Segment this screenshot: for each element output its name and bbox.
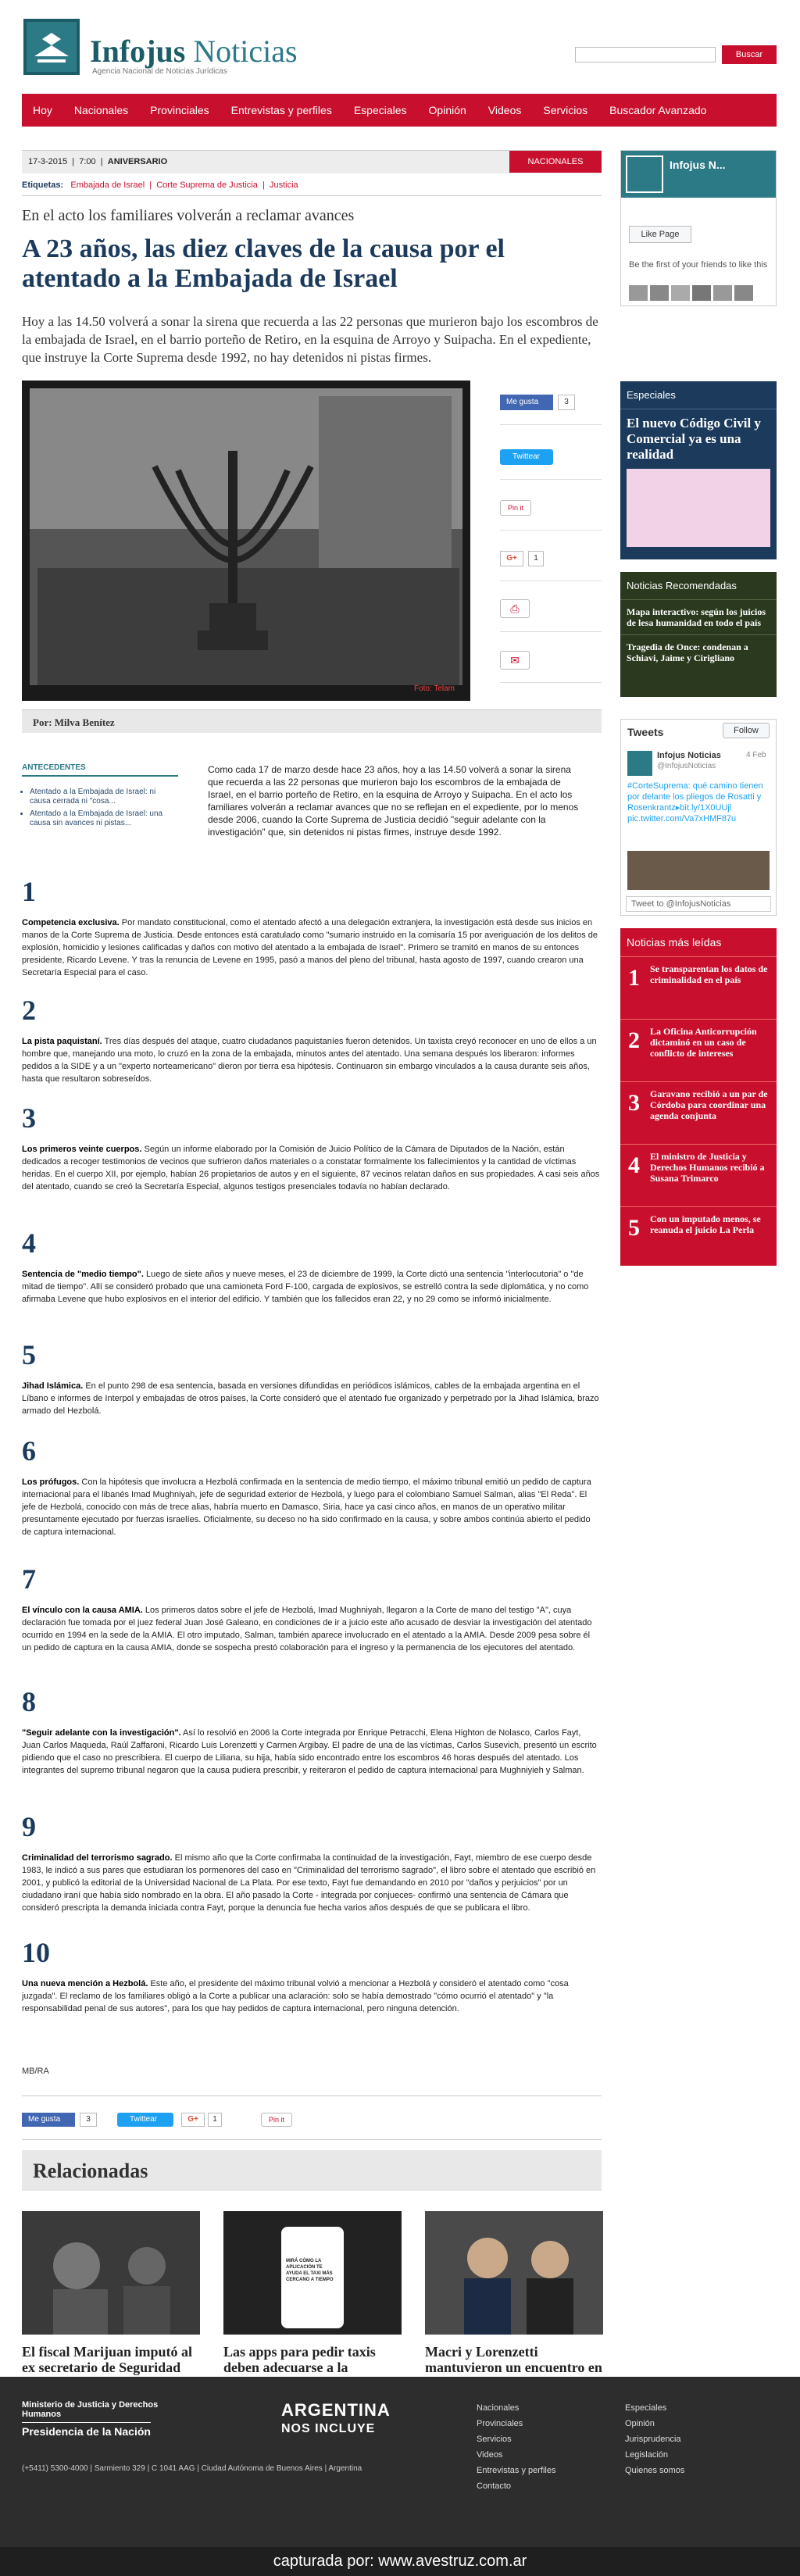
section-paragraph	[22, 1143, 602, 1193]
related-image-1[interactable]	[22, 2211, 200, 2335]
app-banner-text: MIRÁ CÓMO LA APLICACIÓN TE AYUDA EL TAXI MÁS CERCANO A TIEMPO	[286, 2259, 334, 2282]
gplus-button-bottom[interactable]: G+	[181, 2113, 205, 2127]
especiales-widget[interactable]	[620, 381, 777, 559]
nav-buscador[interactable]: Buscador Avanzado	[609, 104, 707, 116]
footer-link[interactable]: Especiales	[625, 2403, 667, 2413]
section-text: En el punto 298 de esa sentencia, basada en versiones difundidas en periódicos islámicos, cables de la embajada argentina en el Líbano e informes de Interpol y embajadas de otros países, la Corte consideró que el atentado fue organizado y perpetrado por la Jihad Islámica, brazo armado del Hezbolá.	[22, 1381, 599, 1416]
antecedentes-list	[30, 788, 178, 828]
section-lead: Competencia exclusiva.	[22, 918, 120, 927]
recom-head: Noticias Recomendadas	[620, 572, 777, 600]
mas-leidas-item[interactable]	[620, 1145, 777, 1207]
section-text: El mismo año que la Corte confirmaba la continuidad de la investigación, Fayt, miembro de ese cuerpo desde 1983, le indicó a sus pares que estudiaran los pormenores del caso en "Criminalidad del terrorismo sagrado", el libro sobre el atentado que escribió en 2001, y publicó la editorial de la Universidad Nacional de La Plata. Por ese texto, Fayt fue demandando en 2010 por "daños y perjuicios" por un ciudadano iraní que había sido nombrado en la obra. El año pasado la Corte - integrada por conjueces- confirmó una sentencia de Cámara que consideró prescripta la demanda iniciada contra Fayt, porque la denuncia fue hecha varios años después de que se publicara el libro.	[22, 1853, 596, 1913]
recom-item[interactable]: Mapa interactivo: según los juicios de lesa humanidad en todo el país	[627, 606, 766, 628]
nav-servicios[interactable]: Servicios	[543, 104, 588, 116]
meta-date: 17-3-2015	[28, 157, 68, 166]
tag-corte[interactable]: Corte Suprema de Justicia	[156, 180, 258, 190]
search-input[interactable]	[575, 47, 716, 63]
tweet-image	[627, 851, 770, 890]
gplus-count: 1	[208, 2113, 222, 2127]
footer-link[interactable]: Entrevistas y perfiles	[477, 2466, 556, 2475]
section-number: 5	[22, 1339, 36, 1370]
tags-label: Etiquetas:	[22, 180, 64, 190]
tweets-head: Tweets	[627, 726, 664, 738]
footer-presidency: Presidencia de la Nación	[22, 2422, 151, 2438]
capture-credit: capturada por: www.avestruz.com.ar	[0, 2547, 800, 2576]
section-paragraph	[22, 1268, 602, 1306]
recomendadas-widget	[620, 572, 777, 697]
mas-leidas-head: Noticias más leídas	[620, 928, 777, 957]
mas-leidas-num: 3	[628, 1090, 640, 1116]
mas-leidas-num: 2	[628, 1027, 640, 1053]
article-intro: Como cada 17 de marzo desde hace 23 años, hoy a las 14.50 volverá a sonar la sirena que recuerda a las 22 personas que murieron bajo los escombros de la embajada de Israel, en el barrio porteño de Retiro, en la esquina de Arroyo y Suipacha. En el acto los familiares volverán a reclamar avances que no se reflejan en el expediente, por lo menos desde 2006, cuando la Corte Suprema de Justicia decidió "seguir adelante con la investigación" que, sin detenidos ni pistas firmes, instruye desde 1992.	[208, 764, 579, 838]
related-title: Relacionadas	[33, 2160, 148, 2182]
section-paragraph	[22, 1476, 602, 1538]
section-paragraph	[22, 1604, 602, 1654]
especiales-image	[627, 469, 770, 547]
nav-provinciales[interactable]: Provinciales	[150, 104, 209, 116]
nav-videos[interactable]: Videos	[488, 104, 522, 116]
section-text: Con la hipótesis que involucra a Hezbolá confirmada en la sentencia de medio tiempo, el máximo tribunal emitió un pedido de captura internacional para el libanés Imad Mughniyah, jefe de seguridad exterior de Hezbolá, y luego para el colombiano Samuel Salman, alias "El Reda". El jefe de Hezbolá, conocido con más de trece alias, habría muerto en Damasco, Siria, hace ya casi cinco años, en manos de un operativo militar presuntamente ejecutado por fuerzas israelíes. Oficialmente, su deceso no ha sido confirmado en la causa, y sobre ambos continúa abierto el pedido de captura internacional.	[22, 1477, 591, 1537]
mas-leidas-widget	[620, 928, 777, 1266]
fb-like-count: 3	[80, 2113, 97, 2127]
logo-subtitle: Agencia Nacional de Noticias Jurídicas	[92, 67, 227, 76]
meta-section: ANIVERSARIO	[107, 157, 168, 166]
fb-page-title[interactable]: Infojus N...	[670, 159, 726, 171]
fb-friends-text: Be the first of your friends to like this	[629, 260, 768, 270]
fb-page-widget	[620, 150, 777, 306]
footer-argentina: ARGENTINA	[281, 2400, 391, 2420]
section-lead: Una nueva mención a Hezbolá.	[22, 1979, 148, 1988]
tweet-avatar	[627, 751, 652, 776]
article-lead: Hoy a las 14.50 volverá a sonar la sirena que recuerda a las 22 personas que murieron bajo los escombros de la embajada de Israel, en el barrio porteño de Retiro, en la esquina de Arroyo y Suipacha. En el expediente, que instruye la Corte Suprema desde 1992, no hay detenidos ni pistas firmes.	[22, 314, 598, 365]
tweet-text: #CorteSuprema: qué camino tienen por delante los pliegos de Rosatti y Rosenkrantz▸bit.ly/1X0UUjl pic.twitter.com/Va7xHMF87u	[627, 781, 763, 824]
footer-col-2	[625, 2400, 684, 2478]
nav-hoy[interactable]: Hoy	[33, 104, 52, 116]
tweet-handle: @InfojusNoticias	[657, 762, 716, 770]
nav-nacionales[interactable]: Nacionales	[73, 104, 129, 116]
footer-link[interactable]: Jurisprudencia	[625, 2435, 681, 2444]
footer-link[interactable]: Nacionales	[477, 2403, 520, 2413]
section-lead: El vínculo con la causa AMIA.	[22, 1606, 143, 1615]
tag-embajada[interactable]: Embajada de Israel	[70, 180, 145, 190]
section-text: Según un informe elaborado por la Comisión de Juicio Político de la Cámara de Diputados de la Nación, están dedicados a recoger testimonios de vecinos que sufrieron daños materiales o a constatar formalmente los fallecimientos y la cantidad de víctimas heridas. En el cuerpo XII, por ejemplo, habían 26 propietarios de autos y en el siguiente, 87 vecinos relatan daños en sus propiedades. A casi seis años del atentado, cuando se creó la Secretaría Especial, algunos testigos presenciales todavía no habían declarado.	[22, 1145, 600, 1192]
footer-link[interactable]: Videos	[477, 2450, 503, 2460]
related-item-title[interactable]: El fiscal Marijuan imputó al ex secretario de Seguridad	[22, 2344, 193, 2375]
search-button[interactable]: Buscar	[722, 45, 777, 64]
mas-leidas-item[interactable]	[620, 1082, 777, 1145]
section-number: 1	[22, 876, 36, 907]
author-bar	[22, 709, 602, 733]
meta-time: 7:00	[79, 157, 96, 166]
tweet-date: 4 Feb	[746, 751, 766, 759]
twitter-button-bottom[interactable]: Twittear	[117, 2113, 173, 2127]
recom-item[interactable]: Tragedia de Once: condenan a Schiavi, Jaime y Cirigliano	[620, 634, 777, 670]
related-header	[22, 2150, 602, 2191]
fb-like-label: Me gusta	[506, 398, 539, 406]
footer-nos-incluye: NOS INCLUYE	[281, 2422, 376, 2435]
footer-col-1	[477, 2400, 555, 2494]
related-item-title[interactable]: Macri y Lorenzetti mantuvieron un encuentro en	[425, 2344, 602, 2375]
tweet-to[interactable]: Tweet to @InfojusNoticias	[626, 896, 771, 912]
section-text: Por mandato constitucional, como el atentado afectó a una delegación extranjera, la investigación está desde sus inicios en manos de la Corte Suprema de Justicia. Desde entonces está caratulado como "sumario instruido en la comisaría 15 por averiguación de los delitos de explosión, homicidio y lesiones calificadas y daños con motivo del atentado a la embajada de Israel". Primero se tramitó en manos de su entonces presidente, Ricardo Levene. Y tras la renuncia de Levene en 1995, pasó a manos del pleno del tribunal, hasta agosto de 1997, cuando crearon una Secretaría Especial para el caso.	[22, 918, 598, 977]
section-paragraph	[22, 1727, 602, 1777]
fb-like-count: 3	[558, 395, 575, 410]
section-number: 6	[22, 1435, 36, 1467]
mas-leidas-text: Garavano recibió a un par de Córdoba para coordinar una agenda conjunta	[650, 1088, 768, 1121]
gplus-button[interactable]: G+	[500, 551, 523, 566]
pinterest-button[interactable]: Pin it	[500, 500, 531, 516]
article-kicker: En el acto los familiares volverán a reclamar avances	[22, 207, 355, 224]
meta-row: 17-3-2015 | 7:00 | ANIVERSARIO	[28, 157, 168, 166]
section-number: 4	[22, 1227, 36, 1259]
footer-link[interactable]: Opinión	[625, 2419, 655, 2428]
tag-justicia[interactable]: Justicia	[269, 180, 298, 190]
especiales-head: Especiales	[620, 381, 777, 409]
mas-leidas-text: Se transparentan los datos de criminalidad en el país	[650, 963, 768, 985]
antecedente-link[interactable]: • Atentado a la Embajada de Israel: ni causa cerrada ni "cosa...	[30, 788, 178, 806]
section-number: 9	[22, 1811, 36, 1842]
section-lead: Criminalidad del terrorismo sagrado.	[22, 1853, 173, 1863]
tags-row: Etiquetas: Embajada de Israel | Corte Suprema de Justicia | Justicia	[22, 180, 298, 190]
print-icon[interactable]: ⎙	[500, 599, 530, 618]
section-text: Este año, el presidente del máximo tribunal volvió a mencionar a Hezbolá y consideró el atentado como "cosa juzgada". El reclamo de los familiares obligó a la Corte a publicar una aclaración: solo se había demostrado "cómo ocurrió el atentado" y "la responsabilidad penal de sus autores", para los que hay pedidos de captura internacional, pero ninguna detención.	[22, 1979, 569, 2013]
tweets-widget	[620, 719, 777, 916]
section-number: 8	[22, 1686, 36, 1717]
footer-link[interactable]: Servicios	[477, 2435, 512, 2444]
logo-main: Infojus	[90, 34, 186, 69]
section-text: Tres días después del ataque, cuatro ciudadanos paquistaníes fueron detenidos. Un taxista creyó reconocer en uno de ellos a un hombre que, manejando una moto, lo cruzó en la zona de la embajada, minutos antes del atentado. Una semana después los liberaron: informes pedidos a la SIDE y a un "experto norteamericano" dieron por tierra esa hipótesis. Continuaron sin embargo vinculados a la causa durante seis años, hasta que resultaron sobreseídos.	[22, 1037, 597, 1084]
footer-link[interactable]: Quienes somos	[625, 2466, 685, 2475]
antecedentes-title: ANTECEDENTES	[22, 763, 86, 772]
logo-icon	[23, 19, 80, 75]
related-item-title[interactable]: Las apps para pedir taxis deben adecuarse a la	[223, 2344, 376, 2375]
nav-opinion[interactable]: Opinión	[428, 104, 466, 116]
section-text: Así lo resolvió en 2006 la Corte integrada por Enrique Petracchi, Elena Highton de Nolasco, Carlos Fayt, Juan Carlos Maqueda, Raúl Zaffaroni, Ricardo Luis Lorenzetti y Carmen Argibay. El padre de una de las víctimas, Carlos Susevich, presentó un escrito pidiendo que el caso no prescribiera. El cuerpo de Liliana, su hija, había sido encontrado entre los escombros 46 horas después del atentado. Los integrantes del supremo tribunal negaron que la causa pudiera prescribir, y reiteraron el pedido de captura internacional para Mughniyieh y Salman.	[22, 1728, 597, 1775]
follow-button[interactable]: Follow	[723, 723, 770, 738]
footer-address: (+5411) 5300-4000 | Sarmiento 329 | C 1041 AAG | Ciudad Autónoma de Buenos Aires | Argentina	[22, 2464, 362, 2473]
article-signature: MB/RA	[22, 2067, 49, 2076]
fb-like-button-bottom[interactable]	[22, 2113, 75, 2127]
nav-especiales[interactable]: Especiales	[353, 104, 407, 116]
section-paragraph	[22, 1035, 602, 1085]
email-icon[interactable]: ✉	[500, 651, 530, 670]
related-image-2[interactable]	[223, 2211, 402, 2335]
site-footer	[0, 2377, 800, 2576]
section-paragraph	[22, 1852, 602, 1914]
mas-leidas-text: Con un imputado menos, se reanuda el juicio La Perla	[650, 1213, 761, 1235]
section-paragraph	[22, 916, 602, 979]
section-lead: Sentencia de "medio tiempo".	[22, 1270, 144, 1279]
fb-friend-avatars	[629, 285, 753, 303]
section-lead: Los primeros veinte cuerpos.	[22, 1145, 142, 1154]
main-nav	[22, 94, 777, 127]
mas-leidas-text: La Oficina Anticorrupción dictaminó en un caso de conflicto de intereses	[650, 1026, 757, 1059]
mas-leidas-num: 1	[628, 965, 640, 991]
fb-like-button[interactable]	[500, 395, 553, 410]
photo-credit: Foto: Telam	[413, 684, 455, 693]
section-lead: Jihad Islámica.	[22, 1381, 84, 1391]
footer-link[interactable]: Contacto	[477, 2481, 512, 2491]
section-lead: La pista paquistaní.	[22, 1037, 102, 1046]
author-name: Por: Milva Benítez	[33, 716, 115, 728]
fb-like-page-label: Like Page	[641, 230, 680, 239]
mas-leidas-item[interactable]	[620, 1020, 777, 1082]
section-number: 3	[22, 1102, 36, 1134]
section-paragraph	[22, 1380, 602, 1417]
fb-page-logo	[626, 155, 663, 193]
fb-like-label: Me gusta	[28, 2115, 61, 2124]
article-title: A 23 años, las diez claves de la causa por el atentado a la Embajada de Israel	[22, 234, 505, 293]
mas-leidas-text: El ministro de Justicia y Derechos Humanos recibió a Susana Trimarco	[650, 1151, 765, 1184]
mas-leidas-item[interactable]	[620, 957, 777, 1020]
mas-leidas-item[interactable]	[620, 1207, 777, 1262]
section-badge[interactable]: NACIONALES	[509, 151, 602, 173]
tweet-user: Infojus Noticias	[657, 751, 721, 760]
especiales-title: El nuevo Código Civil y Comercial ya es una realidad	[627, 416, 761, 462]
section-text: Los primeros datos sobre el jefe de Hezbolá, Imad Mughniyah, llegaron a la Corte de mano del testigo "A", cuya declaración fue tomada por el juez federal Juan José Galeano, en condiciones de ir a juicio este año acusado de desviar la investigación del atentado ocurrido en 1994 en la sede de la AMIA. El otro imputado, Salman, también aparece involucrado en el atentado a la AMIA. Desde 2009 pesa sobre él un pedido de captura en la causa AMIA, donde se sospecha prestó colaboración para el ingreso y la permanencia de los ejecutores del atentado.	[22, 1606, 592, 1652]
pinterest-button-bottom[interactable]: Pin it	[261, 2113, 292, 2127]
gplus-count: 1	[528, 551, 544, 566]
mas-leidas-num: 5	[628, 1215, 640, 1241]
antecedente-link[interactable]: • Atentado a la Embajada de Israel: una causa sin avances ni pistas...	[30, 809, 178, 828]
twitter-button[interactable]: Twittear	[500, 449, 553, 465]
nav-entrevistas[interactable]: Entrevistas y perfiles	[230, 104, 332, 116]
section-lead: Los prófugos.	[22, 1477, 80, 1487]
section-number: 2	[22, 995, 36, 1026]
footer-link[interactable]: Legislación	[625, 2450, 669, 2460]
related-image-3[interactable]	[425, 2211, 603, 2335]
mas-leidas-num: 4	[628, 1152, 640, 1178]
footer-link[interactable]: Provinciales	[477, 2419, 523, 2428]
logo-second: Noticias	[193, 34, 298, 69]
section-number: 7	[22, 1563, 36, 1595]
section-lead: "Seguir adelante con la investigación".	[22, 1728, 181, 1738]
fb-like-page-button[interactable]	[629, 226, 691, 243]
section-text: Luego de siete años y nueve meses, el 23 de diciembre de 1999, la Corte dictó una sentencia "interlocutoria" o "de mitad de tiempo". Allí se consideró probado que una camioneta Ford F-100, cargada de explosivos, se estrelló contra la sede diplomática, y no como afirmaba Levene que hubo explosivos en el interior del edificio. Y también que los fallecidos eran 22, y no 29 como se informó inicialmente.	[22, 1270, 589, 1304]
section-number: 10	[22, 1937, 50, 1968]
footer-ministry[interactable]: Ministerio de Justicia y Derechos Humanos	[22, 2400, 159, 2419]
section-paragraph	[22, 1978, 602, 2015]
article-photo	[22, 381, 470, 701]
